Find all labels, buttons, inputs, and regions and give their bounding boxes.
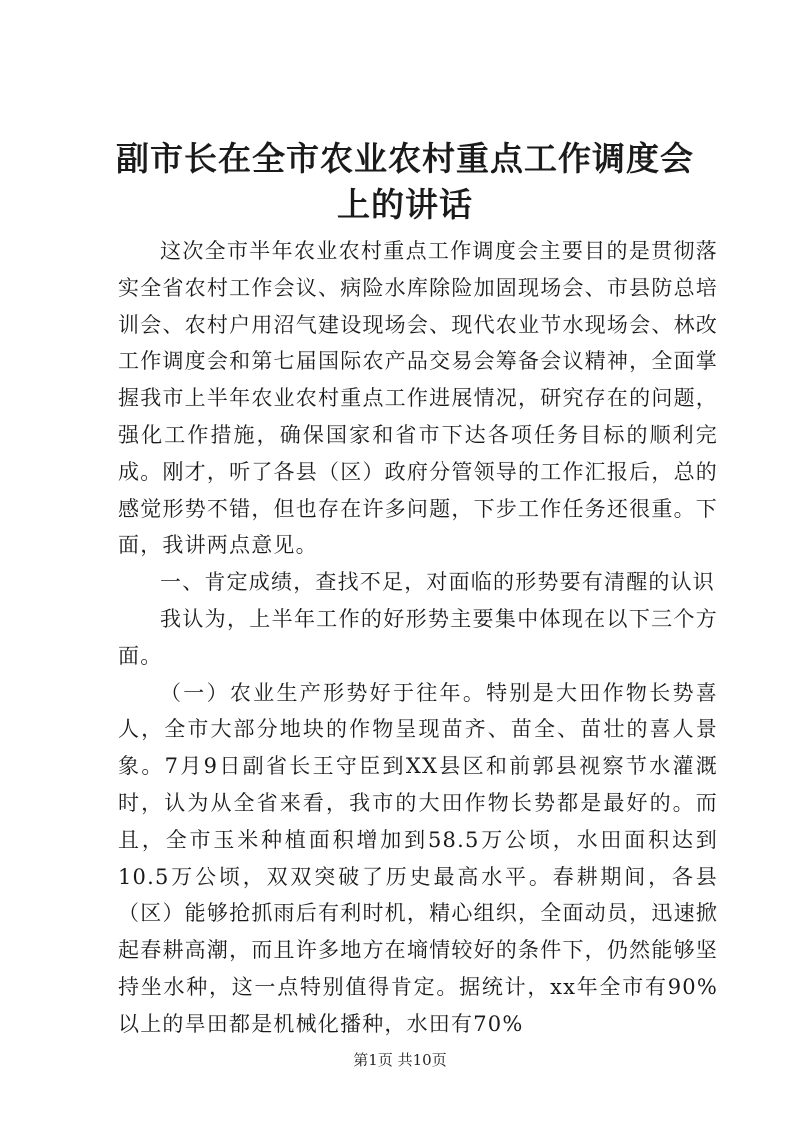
document-body [118, 233, 718, 1043]
section-heading: 一、肯定成绩，查找不足，对面临的形势要有清醒的认识 [160, 570, 715, 595]
section-intro-paragraph: 我认为，上半年工作的好形势主要集中体现在以下三个方面。 [118, 606, 718, 668]
page-number: 第1页 共10页 [353, 1051, 447, 1069]
intro-paragraph: 这次全市半年农业农村重点工作调度会主要目的是贯彻落实全省农村工作会议、病险水库除险加固现场会、市县防总培训会、农村户用沼气建设现场会、现代农业节水现场会、林改工作调度会和第七届国际农产品交易会筹备会议精神，全面掌握我市上半年农业农村重点工作进展情况，研究存在的问题，强化工作措施，确保国家和省市下达各项任务目标的顺利完成。刚才，听了各县（区）政府分管领导的工作汇报后，总的感觉形势不错，但也存在许多问题，下步工作任务还很重。下面，我讲两点意见。 [118, 239, 718, 558]
document-title: 副市长在全市农业农村重点工作调度会上的讲话 [116, 139, 694, 224]
subsection-paragraph: （一）农业生产形势好于往年。特别是大田作物长势喜人，全市大部分地块的作物呈现苗齐、苗全、苗壮的喜人景象。7月9日副省长王守臣到XX县区和前郭县视察节水灌溉时，认为从全省来看，我市的大田作物长势都是最好的。而且，全市玉米种植面积增加到58.5万公顷，水田面积达到10.5万公顷，双双突破了历史最高水平。春耕期间，各县（区）能够抢抓雨后有利时机，精心组织，全面动员，迅速掀起春耕高潮，而且许多地方在墒情较好的条件下，仍然能够坚持坐水种，这一点特别值得肯定。据统计，xx年全市有90%以上的旱田都是机械化播种，水田有70% [118, 680, 718, 1036]
